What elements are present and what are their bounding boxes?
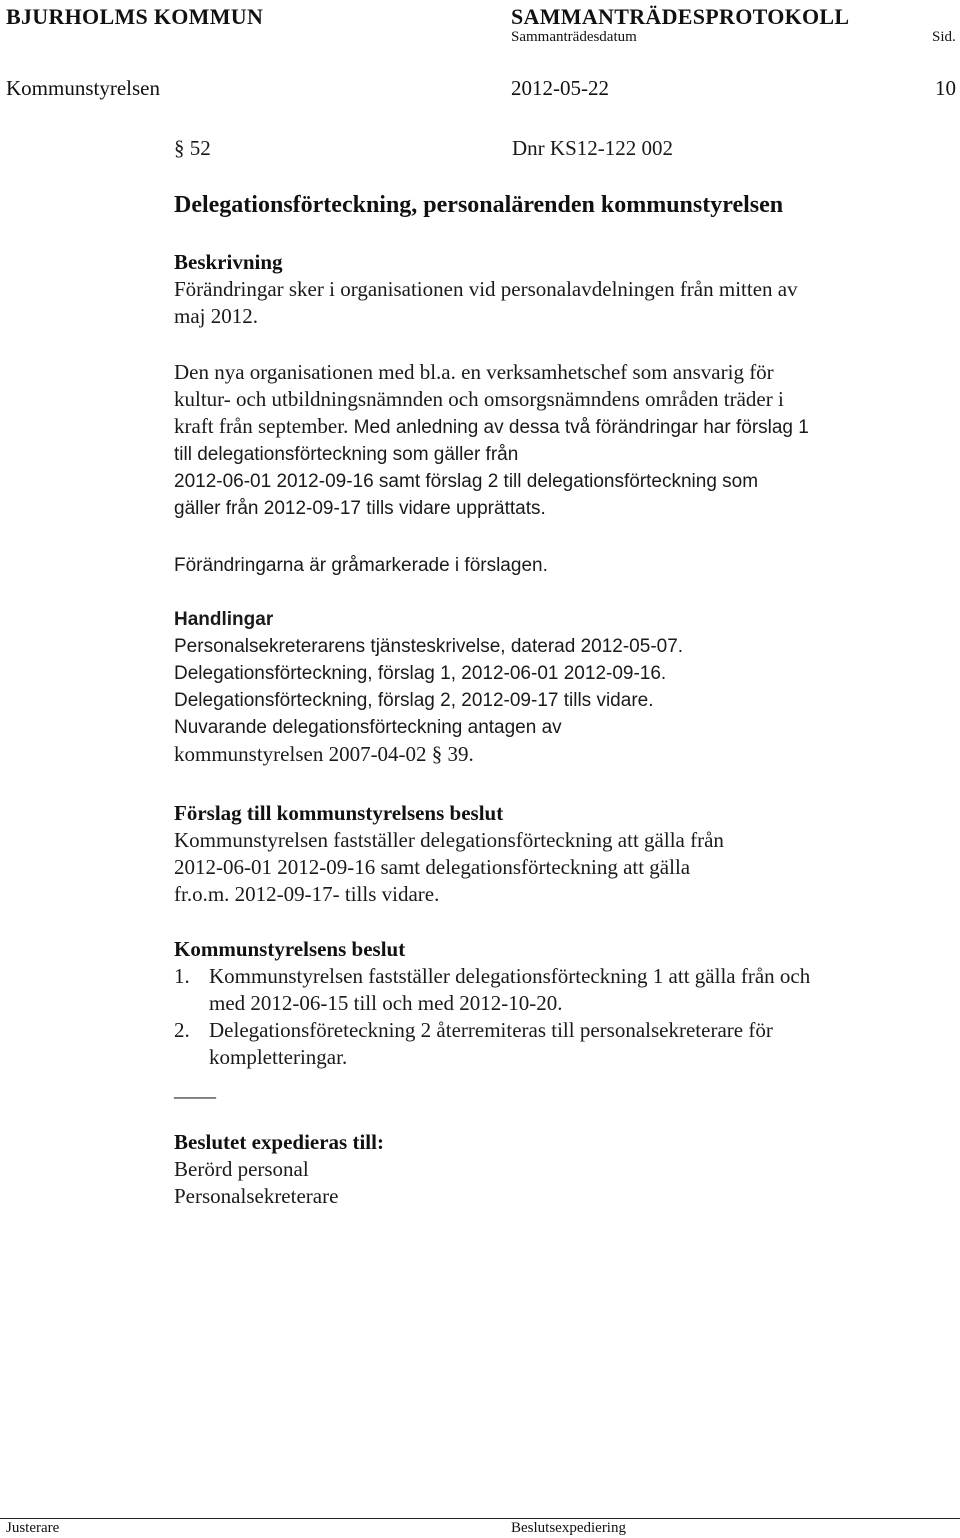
beslut-list: [174, 963, 810, 1071]
page-number: 10: [935, 76, 956, 100]
paragraph-line: Den nya organisationen med bl.a. en verksamhetschef som ansvarig för: [174, 360, 774, 384]
recipient: Personalsekreterare: [174, 1184, 339, 1208]
expedieras-heading: Beslutet expedieras till:: [174, 1130, 384, 1154]
section-separator: ____: [174, 1077, 216, 1101]
handlingar-line: Delegationsförteckning, förslag 1, 2012-06-01 2012-09-16.: [174, 663, 667, 684]
meeting-date-label: Sammanträdesdatum: [511, 29, 637, 45]
beslut-item-line: Delegationsföreteckning 2 återremiteras till personalsekreterare för: [209, 1018, 773, 1042]
beslut-item-line: kompletteringar.: [209, 1045, 348, 1069]
handlingar-heading: Handlingar: [174, 609, 274, 630]
page-label: Sid.: [932, 29, 956, 45]
organization-name: BJURHOLMS KOMMUN: [6, 4, 264, 29]
beslut-item-line: med 2012-06-15 till och med 2012-10-20.: [209, 991, 563, 1015]
beslut-item: [174, 963, 810, 1017]
changes-note: [174, 552, 914, 579]
changes-note-text: Förändringarna är gråmarkerade i förslagen.: [174, 555, 548, 576]
beslut-item-number: 1.: [174, 964, 190, 988]
paragraph-line: [174, 413, 914, 441]
paragraph-line: till delegationsförteckning som gäller från: [174, 444, 519, 465]
beskrivning-heading: Beskrivning: [174, 250, 283, 274]
meeting-body: Kommunstyrelsen: [6, 76, 160, 100]
expedieras-section: [174, 1129, 914, 1210]
beslut-item: [174, 1017, 810, 1071]
handlingar-line: Personalsekreterarens tjänsteskrivelse, daterad 2012-05-07.: [174, 636, 684, 657]
meeting-date: 2012-05-22: [511, 76, 609, 100]
beskrivning-line: Förändringar sker i organisationen vid personalavdelningen från mitten av: [174, 277, 798, 301]
paragraph-line: 2012-06-01 2012-09-16 samt förslag 2 till delegationsförteckning som: [174, 471, 759, 492]
paragraph-fragment: kraft från september.: [174, 414, 349, 438]
forslag-heading: Förslag till kommunstyrelsens beslut: [174, 801, 504, 825]
beskrivning-line: maj 2012.: [174, 304, 258, 328]
footer-divider: [0, 1518, 960, 1519]
forslag-line: 2012-06-01 2012-09-16 samt delegationsförteckning att gälla: [174, 855, 691, 879]
organisation-paragraph: [174, 359, 914, 522]
beskrivning-section: [174, 249, 914, 330]
paragraph-line: gäller från 2012-09-17 tills vidare upprättats.: [174, 498, 546, 519]
recipient: Berörd personal: [174, 1157, 309, 1181]
handlingar-line: Nuvarande delegationsförteckning antagen av: [174, 717, 562, 738]
forslag-section: [174, 800, 914, 908]
footer-justerare-label: Justerare: [6, 1520, 60, 1536]
document-type: SAMMANTRÄDESPROTOKOLL: [511, 4, 850, 29]
paragraph-number: § 52: [174, 136, 211, 160]
footer-beslutsexpediering-label: Beslutsexpediering: [511, 1520, 626, 1536]
handlingar-line: kommunstyrelsen 2007-04-02 § 39.: [174, 742, 474, 766]
beslut-item-number: 2.: [174, 1018, 190, 1042]
paragraph-line: kultur- och utbildningsnämnden och omsorgsnämndens områden träder i: [174, 387, 784, 411]
beslut-heading: Kommunstyrelsens beslut: [174, 937, 406, 961]
forslag-line: Kommunstyrelsen fastställer delegationsförteckning att gälla från: [174, 828, 724, 852]
handlingar-line: Delegationsförteckning, förslag 2, 2012-09-17 tills vidare.: [174, 690, 654, 711]
forslag-line: fr.o.m. 2012-09-17- tills vidare.: [174, 882, 440, 906]
case-number: Dnr KS12-122 002: [512, 136, 673, 160]
case-title: Delegationsförteckning, personalärenden kommunstyrelsen: [174, 192, 784, 218]
beslut-item-line: Kommunstyrelsen fastställer delegationsförteckning 1 att gälla från och: [209, 964, 811, 988]
paragraph-fragment: Med anledning av dessa två förändringar har förslag 1: [348, 417, 809, 438]
handlingar-section: [174, 606, 914, 768]
beslut-section: [174, 936, 914, 963]
